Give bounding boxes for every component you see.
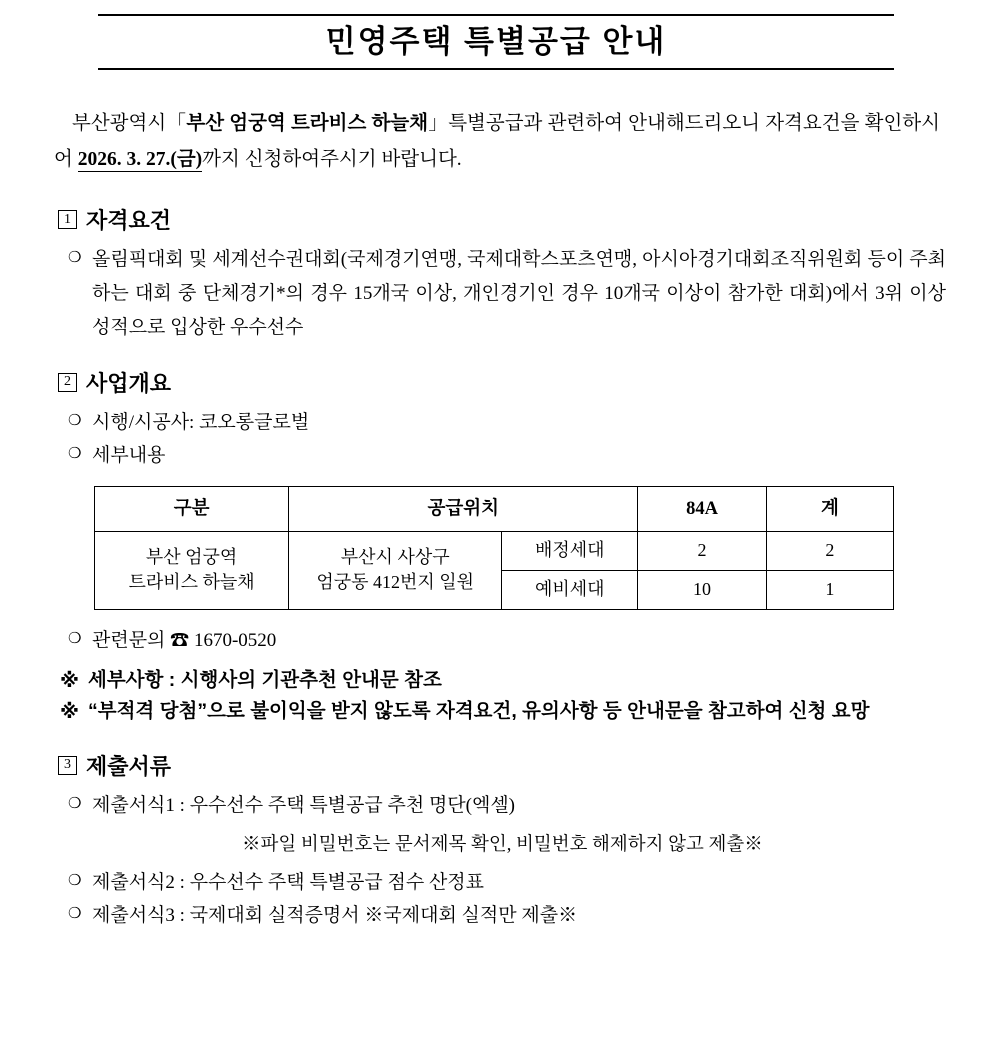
page-title: 민영주택 특별공급 안내 [325, 24, 667, 59]
asterisk-icon: ※ [60, 668, 79, 692]
submission-form-1: 제출서식1 : 우수선수 주택 특별공급 추천 명단(엑셀) [92, 794, 516, 816]
th-84a: 84A [638, 487, 767, 532]
th-location: 공급위치 [289, 487, 638, 532]
project-name: 부산 엄궁역 트라비스 하늘채 [186, 113, 429, 135]
list-item [68, 789, 946, 822]
cell-84a: 2 [638, 532, 767, 571]
contact-label: 관련문의 [92, 629, 166, 651]
gubun-line2: 트라비스 하늘채 [128, 572, 255, 593]
details-label: 세부내용 [92, 444, 166, 466]
intro-paragraph [46, 106, 946, 178]
contact-row [68, 624, 946, 657]
section-title-1: 자격요건 [86, 208, 172, 234]
bullet-icon: ❍ [68, 793, 82, 812]
section-heading-2 [58, 367, 946, 398]
bullet-icon: ❍ [68, 904, 82, 923]
list-item [68, 899, 946, 932]
location-line2: 엄궁동 412번지 일원 [316, 572, 475, 593]
contact-phone: 1670-0520 [193, 629, 277, 651]
note-text: “부적격 당첨”으로 불이익을 받지 않도록 자격요건, 유의사항 등 안내문을 참고하여 신청 요망 [88, 700, 870, 723]
table-row [95, 532, 894, 571]
section-title-2: 사업개요 [86, 370, 172, 396]
section-number-2: 2 [58, 373, 77, 392]
phone-icon: ☎ [170, 629, 190, 651]
section-number-3: 3 [58, 756, 77, 775]
title-block [46, 14, 946, 70]
th-gubun: 구분 [95, 487, 289, 532]
cell-total: 1 [766, 570, 893, 609]
deadline-date: 2026. 3. 27.(금) [77, 149, 203, 171]
gubun-line1: 부산 엄궁역 [145, 546, 238, 567]
intro-lead: 부산광역시 [72, 113, 167, 135]
section-number-1: 1 [58, 210, 77, 229]
list-item [68, 406, 946, 439]
cell-subrow-label: 예비세대 [502, 570, 638, 609]
intro-middle: 특별공급과 관련하여 안내해드리오니 자격요건을 확인하시어 [54, 113, 940, 171]
intro-tail: 까지 신청하여주시기 바랍니다. [202, 149, 462, 171]
submission-form-3: 제출서식3 : 국제대회 실적증명서 ※국제대회 실적만 제출※ [92, 905, 578, 927]
th-total: 계 [766, 487, 893, 532]
cell-total: 2 [766, 532, 893, 571]
bullet-icon: ❍ [68, 248, 82, 267]
cell-subrow-label: 배정세대 [502, 532, 638, 571]
section-heading-1 [58, 204, 946, 235]
bullet-icon: ❍ [68, 628, 82, 647]
bullet-icon: ❍ [68, 443, 82, 462]
location-line1: 부산시 사상구 [340, 546, 450, 567]
note-row [60, 665, 946, 697]
section-title-3: 제출서류 [86, 753, 172, 779]
password-note: ※파일 비밀번호는 문서제목 확인, 비밀번호 해제하지 않고 제출※ [242, 835, 763, 856]
title-rule-bottom [98, 68, 894, 70]
section1-bullet [68, 243, 946, 344]
table-header-row [95, 487, 894, 532]
asterisk-icon: ※ [60, 700, 79, 724]
note-text: 세부사항 : 시행사의 기관추천 안내문 참조 [88, 668, 442, 691]
cell-84a: 10 [638, 570, 767, 609]
cell-location [289, 532, 502, 609]
list-item [68, 866, 946, 899]
note-row [60, 696, 946, 728]
document-page [0, 14, 992, 1060]
cell-gubun [95, 532, 289, 609]
section-heading-3 [58, 750, 946, 781]
section1-body: 올림픽대회 및 세계선수권대회(국제경기연맹, 국제대학스포츠연맹, 아시아경기대회조직위원회 등이 주최하는 대회 중 단체경기*의 경우 15개국 이상, 개인경기인 경우 10개국 이상이 참가한 대회)에서 3위 이상 성적으로 입상한 우수선수 [92, 249, 946, 338]
contact-body [92, 624, 946, 657]
bullet-icon: ❍ [68, 870, 82, 889]
submission-form-2: 제출서식2 : 우수선수 주택 특별공급 점수 산정표 [92, 871, 485, 893]
list-item [68, 439, 946, 472]
intro-bracket-close: 」 [428, 113, 449, 135]
intro-bracket-open: 「 [166, 113, 187, 135]
developer-info: 시행/시공사: 코오롱글로벌 [92, 411, 310, 433]
bullet-icon: ❍ [68, 410, 82, 429]
supply-table [94, 486, 894, 609]
